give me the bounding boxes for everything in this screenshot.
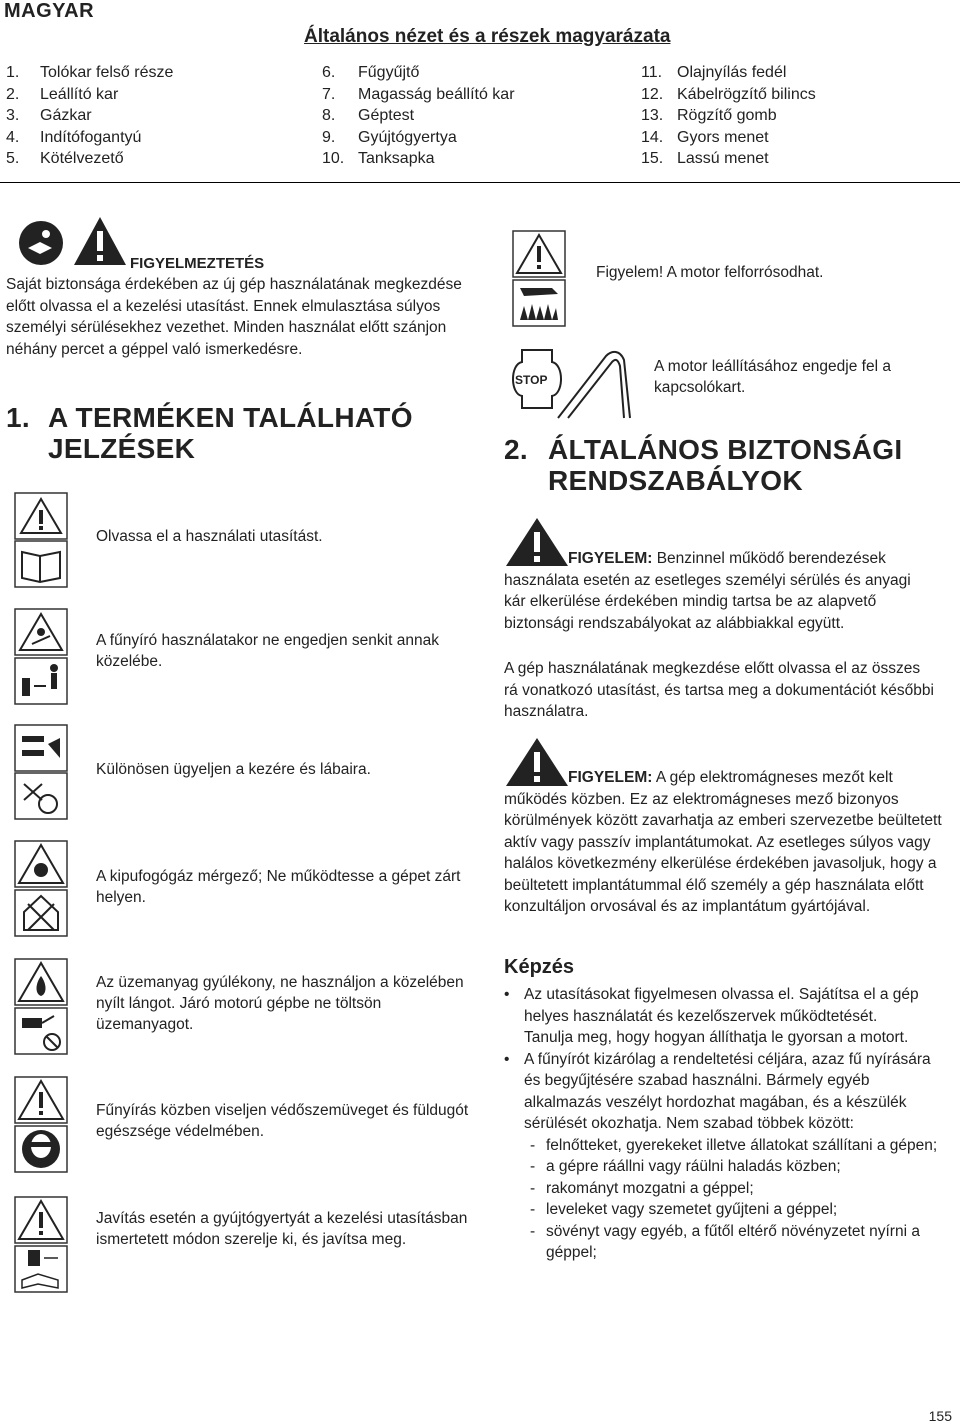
spark-plug-service-icon — [14, 1196, 68, 1294]
list-item: 2. Leállító kar — [6, 85, 119, 103]
list-item: 5. Kötélvezető — [6, 150, 124, 167]
list-item: - a gépre ráállni vagy ráülni haladás közben; — [504, 1156, 950, 1178]
list-item: 15. Lassú menet — [641, 150, 769, 167]
list-item: 7. Magasság beállító kar — [322, 85, 515, 103]
divider — [0, 182, 960, 183]
list-item: 6. Fűgyűjtő — [322, 64, 420, 81]
sign-text: Javítás esetén a gyújtógyertyát a kezelési utasításban ismertetett módon szerelje ki, és javítsa meg. — [96, 1210, 468, 1248]
section-title: ÁLTALÁNOS BIZTONSÁGI RENDSZABÁLYOK — [548, 434, 903, 496]
warning2-text2: A gép használatának megkezdése előtt olvassa el az összes rá vonatkozó utasítást, és tartsa meg a dokumentációt későbbi használatra. — [504, 660, 934, 720]
warning3-text — [504, 767, 954, 918]
section-number: 2. — [504, 434, 528, 465]
sign-text: A kipufogógáz mérgező; Ne működtesse a gépet zárt helyen. — [96, 868, 461, 906]
stop-text: A motor leállításához engedje fel a kapcsolókart. — [654, 358, 891, 396]
language-label: MAGYAR — [4, 0, 95, 22]
sign-text: Fűnyírás közben viseljen védőszemüveget és füldugót egészsége védelmében. — [96, 1102, 469, 1140]
sign-text: Különösen ügyeljen a kezére és lábaira. — [96, 761, 371, 778]
hot-motor-text: Figyelem! A motor felforrósodhat. — [596, 264, 824, 281]
flammable-fuel-icon — [14, 958, 68, 1056]
eye-ear-protection-icon — [14, 1076, 68, 1174]
sign-text: A fűnyíró használatakor ne engedjen senkit annak közelébe. — [96, 632, 439, 670]
list-item: 10. Tanksapka — [322, 150, 435, 167]
list-item: 8. Géptest — [322, 107, 415, 124]
list-item: 9. Gyújtógyertya — [322, 128, 457, 146]
list-item: 3. Gázkar — [6, 107, 92, 124]
warning-triangle-icon — [72, 215, 128, 267]
parts-list-col1 — [6, 62, 173, 170]
warning-text: Saját biztonsága érdekében az új gép használatának megkezdése előtt olvassa el a kezelési utasítást. Ennek elmulasztása súlyos személyi sérülésekhez vezethet. Minden használat előtt szánjon néhány percet a géppel való ismerkedésre. — [6, 276, 462, 358]
page-number: 155 — [928, 1408, 952, 1424]
section-title: A TERMÉKEN TALÁLHATÓ JELZÉSEK — [48, 402, 413, 464]
parts-list-col2 — [322, 62, 515, 170]
list-item: - leveleket vagy szemetet gyűjteni a géppel; — [504, 1199, 950, 1221]
read-manual-round-icon — [18, 220, 64, 266]
warning-title: FIGYELMEZTETÉS — [130, 255, 265, 272]
overview-title: Általános nézet és a részek magyarázata — [304, 26, 671, 47]
training-list — [504, 984, 950, 1264]
list-item: 4. Indítófogantyú — [6, 128, 142, 146]
parts-list-col3 — [641, 62, 816, 170]
training-title: Képzés — [504, 956, 575, 978]
list-item: • Az utasításokat figyelmesen olvassa el. Sajátítsa el a gép helyes használatát és kezelőszervek működtetését. — [504, 984, 950, 1027]
warning-body: A gép elektromágneses mezőt kelt működés közben. Ez az elektromágneses mező bizonyos körülmények között zavarhatja az emberi szervezetbe beültetett aktív vagy passzív implantátumokat. Az esetleges súlyos vagy halálos következmény elkerülése érdekében javasoljuk, hogy a beültetett implantátummal élő személy a gép használata előtt konzultáljon orvosával és az implantátum gyártójával. — [504, 769, 942, 915]
list-item: 13. Rögzítő gomb — [641, 107, 777, 124]
list-item: 12. Kábelrögzítő bilincs — [641, 85, 816, 103]
stop-label: STOP — [515, 373, 548, 387]
warning2-text — [504, 548, 934, 634]
warning-label: FIGYELEM: — [568, 769, 653, 786]
list-item: 11. Olajnyílás fedél — [641, 64, 787, 81]
list-item: - felnőtteket, gyerekeket illetve állatokat szállítani a gépen; — [504, 1135, 950, 1157]
sign-text: Az üzemanyag gyúlékony, ne használjon a közelében nyílt lángot. Járó motorú gépbe ne töltsön üzemanyagot. — [96, 974, 464, 1033]
warning-body: Benzinnel működő berendezések használata esetén az esetleges személyi sérülés és anyagi kár elkerülése érdekében mindig tartsa be az alapvető biztonsági rendszabályokat az alábbiakkal együtt. — [504, 550, 911, 632]
hands-feet-icon — [14, 724, 68, 820]
read-manual-icon — [14, 492, 68, 588]
hot-surface-icon — [512, 230, 566, 328]
keep-distance-icon — [14, 608, 68, 706]
list-item: 1. Tolókar felső része — [6, 64, 174, 81]
sign-text: Olvassa el a használati utasítást. — [96, 528, 323, 545]
section-number: 1. — [6, 402, 30, 433]
list-item: Tanulja meg, hogy hogyan állíthatja le gyorsan a motort. — [524, 1029, 909, 1046]
list-item: - sövényt vagy egyéb, a fűtől eltérő növényzetet nyírni a géppel; — [504, 1221, 950, 1264]
warning-label: FIGYELEM: — [568, 550, 653, 567]
list-item: - rakományt mozgatni a géppel; — [504, 1178, 950, 1200]
list-item: • A fűnyírót kizárólag a rendeltetési céljára, azaz fű nyírására és begyűjtésére szabad használni. Bármely egyéb alkalmazás veszélyt hordozhat magában, és a készülék sérülését okozhatja. Nem szabad többek között: — [504, 1049, 950, 1135]
list-item: 14. Gyors menet — [641, 128, 769, 146]
exhaust-fumes-icon — [14, 840, 68, 938]
